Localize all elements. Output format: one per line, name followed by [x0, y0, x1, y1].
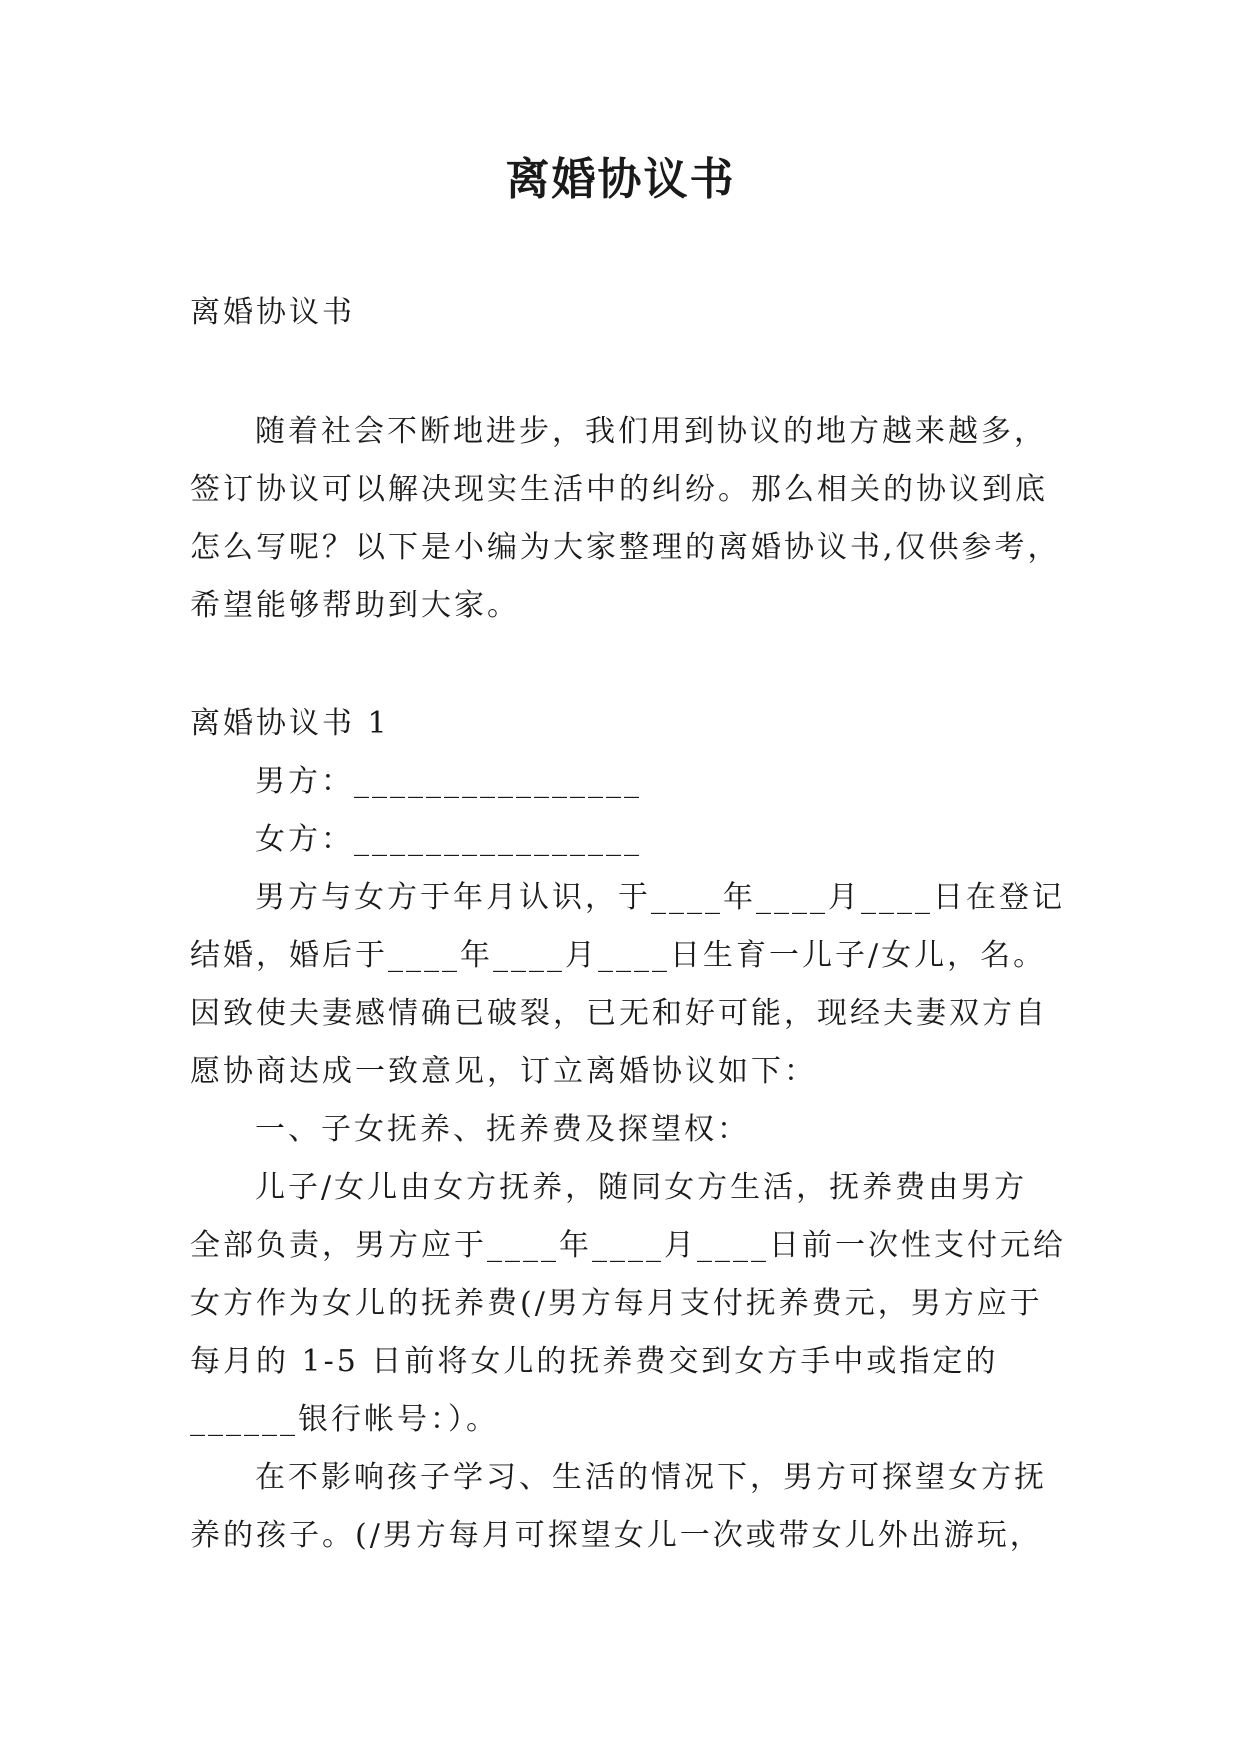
paragraph-line: 结婚，婚后于____年____月____日生育一儿子/女儿，名。 — [190, 938, 1047, 973]
paragraph-line: 在不影响孩子学习、生活的情况下，男方可探望女方抚 — [255, 1460, 1047, 1495]
clause-heading: 一、子女抚养、抚养费及探望权： — [255, 1112, 750, 1147]
male-party-line: 男方：________________ — [255, 764, 642, 799]
paragraph-line: 儿子/女儿由女方抚养，随同女方生活，抚养费由男方 — [255, 1170, 1028, 1205]
subtitle: 离婚协议书 — [190, 295, 355, 330]
document-body — [190, 284, 1066, 1565]
female-party-line: 女方：________________ — [255, 822, 642, 857]
intro-line: 希望能够帮助到大家。 — [190, 588, 520, 623]
intro-line: 随着社会不断地进步，我们用到协议的地方越来越多， — [255, 414, 1047, 449]
paragraph-line: 每月的 1-5 日前将女儿的抚养费交到女方手中或指定的 — [190, 1344, 999, 1379]
paragraph-line: 女方作为女儿的抚养费(/男方每月支付抚养费元，男方应于 — [190, 1286, 1043, 1321]
intro-line: 怎么写呢？以下是小编为大家整理的离婚协议书,仅供参考， — [190, 530, 1061, 565]
paragraph-line: 男方与女方于年月认识，于____年____月____日在登记 — [255, 880, 1065, 915]
document-title: 离婚协议书 — [505, 154, 736, 205]
paragraph-line: 养的孩子。(/男方每月可探望女儿一次或带女儿外出游玩， — [190, 1518, 1043, 1553]
paragraph-line: 愿协商达成一致意见，订立离婚协议如下： — [190, 1054, 817, 1089]
section-heading: 离婚协议书 1 — [190, 706, 390, 741]
paragraph-line: 因致使夫妻感情确已破裂，已无和好可能，现经夫妻双方自 — [190, 996, 1048, 1031]
paragraph-line: ______银行帐号：）。 — [190, 1402, 499, 1437]
intro-line: 签订协议可以解决现实生活中的纠纷。那么相关的协议到底 — [190, 472, 1048, 507]
paragraph-line: 全部负责，男方应于____年____月____日前一次性支付元给 — [190, 1228, 1066, 1263]
